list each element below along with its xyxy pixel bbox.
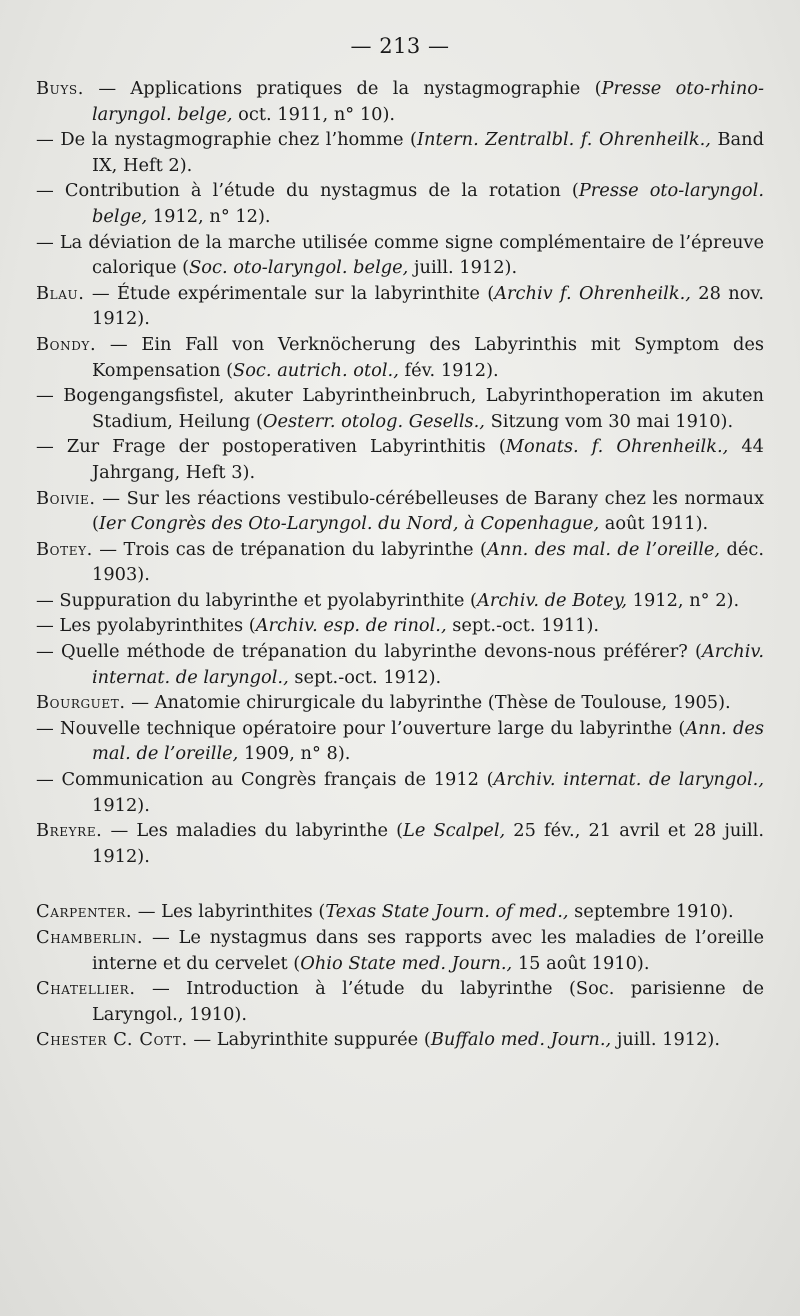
entry-source: Ier Congrès des Oto-Laryngol. du Nord, à Copenhague, [98, 513, 600, 535]
entry-author: Blau. [36, 282, 85, 304]
bibliography-list [36, 76, 764, 1053]
entry-author: Breyre. [36, 820, 103, 842]
entry-source: Soc. autrich. otol., [233, 359, 399, 381]
bibliography-entry [36, 818, 764, 869]
bibliography-entry [36, 434, 764, 485]
entry-title: — Le nystagmus dans ses rapports avec les maladies de l’oreille interne et du cervelet ( [92, 927, 764, 974]
entry-source: Ann. des mal. de l’oreille, [486, 538, 721, 560]
entry-title: — Trois cas de trépanation du labyrinthe ( [92, 538, 487, 560]
bibliography-entry [36, 639, 764, 690]
entry-source: Intern. Zentralbl. f. Ohrenheilk., [417, 129, 711, 151]
entry-title: — Suppuration du labyrinthe et pyolabyrinthite ( [36, 589, 477, 611]
entry-author: Chatellier. [36, 978, 136, 1000]
entry-date: fév. 1912). [398, 359, 499, 381]
bibliography-entry [36, 76, 764, 127]
entry-title: — Les labyrinthites ( [132, 901, 326, 923]
entry-date: oct. 1911, n° 10). [232, 103, 396, 125]
entry-group [36, 76, 764, 869]
entry-date: juill. 1912). [611, 1029, 721, 1051]
entry-source: Monats. f. Ohrenheilk., [505, 436, 729, 458]
section-gap [36, 869, 764, 899]
bibliography-entry [36, 486, 764, 537]
bibliography-entry [36, 767, 764, 818]
entry-date: août 1911). [599, 513, 709, 535]
bibliography-entry [36, 1027, 764, 1053]
bibliography-entry [36, 899, 764, 925]
bibliography-entry [36, 716, 764, 767]
entry-author: Chamberlin. [36, 927, 144, 948]
entry-source: Soc. oto-laryngol. belge, [189, 257, 409, 279]
entry-source: Presse oto-laryngol. belge, [92, 180, 764, 227]
entry-author: Bondy. [36, 333, 97, 355]
entry-title: — Les pyolabyrinthites ( [36, 615, 256, 637]
entry-date: 1909, n° 8). [238, 743, 351, 765]
entry-title: — Contribution à l’étude du nystagmus de la rotation ( [36, 180, 579, 202]
entry-title: — De la nystagmographie chez l’homme ( [36, 129, 417, 151]
bibliography-entry [36, 127, 764, 178]
bibliography-entry [36, 690, 764, 716]
entry-title: — Applications pratiques de la nystagmographie ( [83, 78, 602, 99]
entry-date: Sitzung vom 30 mai 1910). [484, 410, 734, 432]
entry-source: Le Scalpel, [403, 820, 506, 842]
entry-source: Oesterr. otolog. Gesells., [262, 410, 485, 432]
entry-author: Botey. [36, 538, 93, 560]
entry-title: — Zur Frage der postoperativen Labyrinthitis ( [36, 436, 506, 458]
entry-author: Buys. [36, 78, 84, 99]
entry-date: 15 août 1910). [512, 952, 650, 974]
page-number: — 213 — [350, 34, 450, 58]
entry-author: Bourguet. [36, 692, 126, 714]
entry-source: Ann. des mal. de l’oreille, [92, 717, 764, 765]
entry-title: — Quelle méthode de trépanation du labyrinthe devons-nous préférer? ( [36, 641, 702, 663]
entry-title: — La déviation de la marche utilisée comme signe complémentaire de l’épreuve calorique ( [36, 231, 764, 279]
bibliography-entry [36, 332, 764, 383]
entry-title: — Introduction à l’étude du labyrinthe (Soc. parisienne de Laryngol., 1910). [92, 978, 764, 1025]
entry-date: 44 Jahrgang, Heft 3). [92, 436, 764, 483]
entry-date: Band IX, Heft 2). [92, 129, 764, 176]
entry-date: 1912, n° 12). [147, 205, 271, 227]
entry-date: sept.-oct. 1912). [288, 666, 442, 688]
entry-title: — Communication au Congrès français de 1912 ( [36, 769, 494, 791]
entry-title: — Ein Fall von Verknöcherung des Labyrinthis mit Symptom des Kompensation ( [92, 333, 764, 381]
entry-source: Texas State Journ. of med., [325, 901, 569, 923]
entry-date: juill. 1912). [408, 257, 518, 279]
bibliography-entry [36, 976, 764, 1027]
entry-title: — Labyrinthite suppurée ( [187, 1029, 431, 1051]
entry-source: Archiv. de Botey, [477, 589, 628, 611]
entry-source: Archiv. internat. de laryngol., [493, 769, 764, 791]
entry-title: — Anatomie chirurgicale du labyrinthe (Thèse de Toulouse, 1905). [125, 692, 731, 714]
entry-source: Buffalo med. Journ., [430, 1029, 612, 1051]
entry-source: Ohio State med. Journ., [300, 952, 513, 974]
entry-title: — Bogengangsfistel, akuter Labyrintheinbruch, Labyrinthoperation im akuten Stadium, Heilung ( [36, 385, 764, 432]
bibliography-entry [36, 383, 764, 434]
entry-date: 25 fév., 21 avril et 28 juill. 1912). [92, 820, 765, 867]
entry-date: déc. 1903). [92, 538, 765, 586]
bibliography-entry [36, 230, 764, 281]
entry-source: Presse oto-rhino-laryngol. belge, [92, 78, 764, 125]
entry-date: 1912). [92, 794, 150, 816]
entry-date: 28 nov. 1912). [92, 282, 765, 330]
entry-source: Archiv. internat. de laryngol., [92, 641, 764, 688]
entry-author: Chester C. Cott. [36, 1029, 188, 1051]
entry-author: Boivie. [36, 487, 96, 509]
bibliography-entry [36, 613, 764, 639]
entry-date: sept.-oct. 1911). [446, 615, 600, 637]
entry-title: — Étude expérimentale sur la labyrinthite ( [84, 282, 495, 304]
entry-source: Archiv f. Ohrenheilk., [494, 282, 691, 304]
entry-author: Carpenter. [36, 901, 133, 923]
bibliography-entry [36, 925, 764, 976]
entry-source: Archiv. esp. de rinol., [255, 615, 447, 637]
entry-title: — Nouvelle technique opératoire pour l’ouverture large du labyrinthe ( [36, 717, 686, 739]
entry-title: — Les maladies du labyrinthe ( [102, 820, 404, 842]
bibliography-entry [36, 588, 764, 614]
entry-date: septembre 1910). [568, 901, 734, 923]
bibliography-entry [36, 281, 764, 332]
bibliography-entry [36, 537, 764, 588]
entry-date: 1912, n° 2). [627, 589, 740, 611]
bibliography-entry [36, 178, 764, 229]
entry-group [36, 899, 764, 1053]
entry-title: — Sur les réactions vestibulo-cérébelleuses de Barany chez les normaux ( [92, 487, 764, 535]
